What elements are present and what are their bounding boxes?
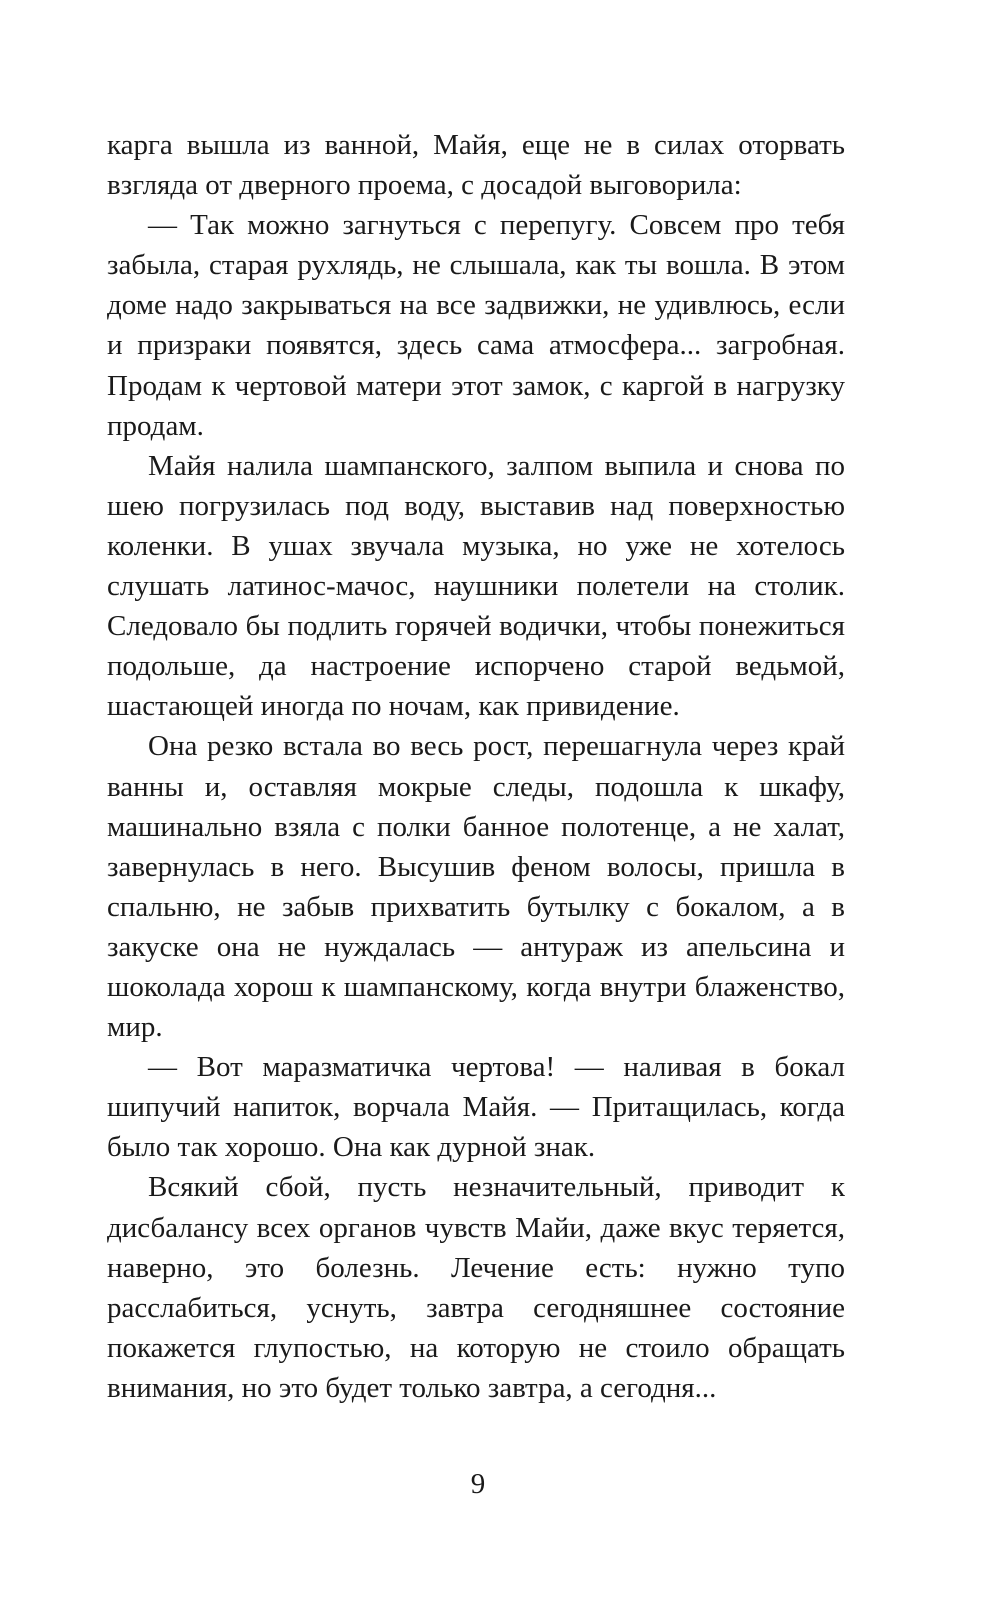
paragraph-6: Всякий сбой, пусть незначительный, приводит к дисбалансу всех органов чувств Майи, даже вкус теряется, наверно, это болезнь. Лечение есть: нужно тупо расслабиться, уснуть, завтра сегодняшнее состояние покажется глупостью, на которую не стоило обращать внимания, но это будет только завтра, а сегодня... [107,1171,845,1404]
paragraph-1: карга вышла из ванной, Майя, еще не в силах оторвать взгляда от дверного проема, с досадой выговорила: [107,129,845,202]
page-number: 9 [470,1468,486,1500]
body-text [107,125,845,1408]
paragraph-4: Она резко встала во весь рост, перешагнула через край ванны и, оставляя мокрые следы, подошла к шкафу, машинально взяла с полки банное полотенце, а не халат, завернулась в него. Высушив феном волосы, пришла в спальню, не забыв прихватить бутылку с бокалом, а в закуске она не нуждалась — антураж из апельсина и шоколада хорош к шампанскому, когда внутри блаженство, мир. [107,730,845,1044]
paragraph-3: Майя налила шампанского, залпом выпила и снова по шею погрузилась под воду, выставив над поверхностью коленки. В ушах звучала музыка, но уже не хотелось слушать латинос-мачос, наушники полетели на столик. Следовало бы подлить горячей водички, чтобы понежиться подольше, да настроение испорчено старой ведьмой, шастающей иногда по ночам, как привидение. [107,449,845,723]
paragraph-5: — Вот маразматичка чертова! — наливая в бокал шипучий напиток, ворчала Майя. — Притащилась, когда было так хорошо. Она как дурной знак. [107,1051,845,1164]
paragraph-2: — Так можно загнуться с перепугу. Совсем про тебя забыла, старая рухлядь, не слышала, как ты вошла. В этом доме надо закрываться на все задвижки, не удивлюсь, если и призраки появятся, здесь сама атмосфера... загробная. Продам к чертовой матери этот замок, с каргой в нагрузку продам. [107,209,845,442]
